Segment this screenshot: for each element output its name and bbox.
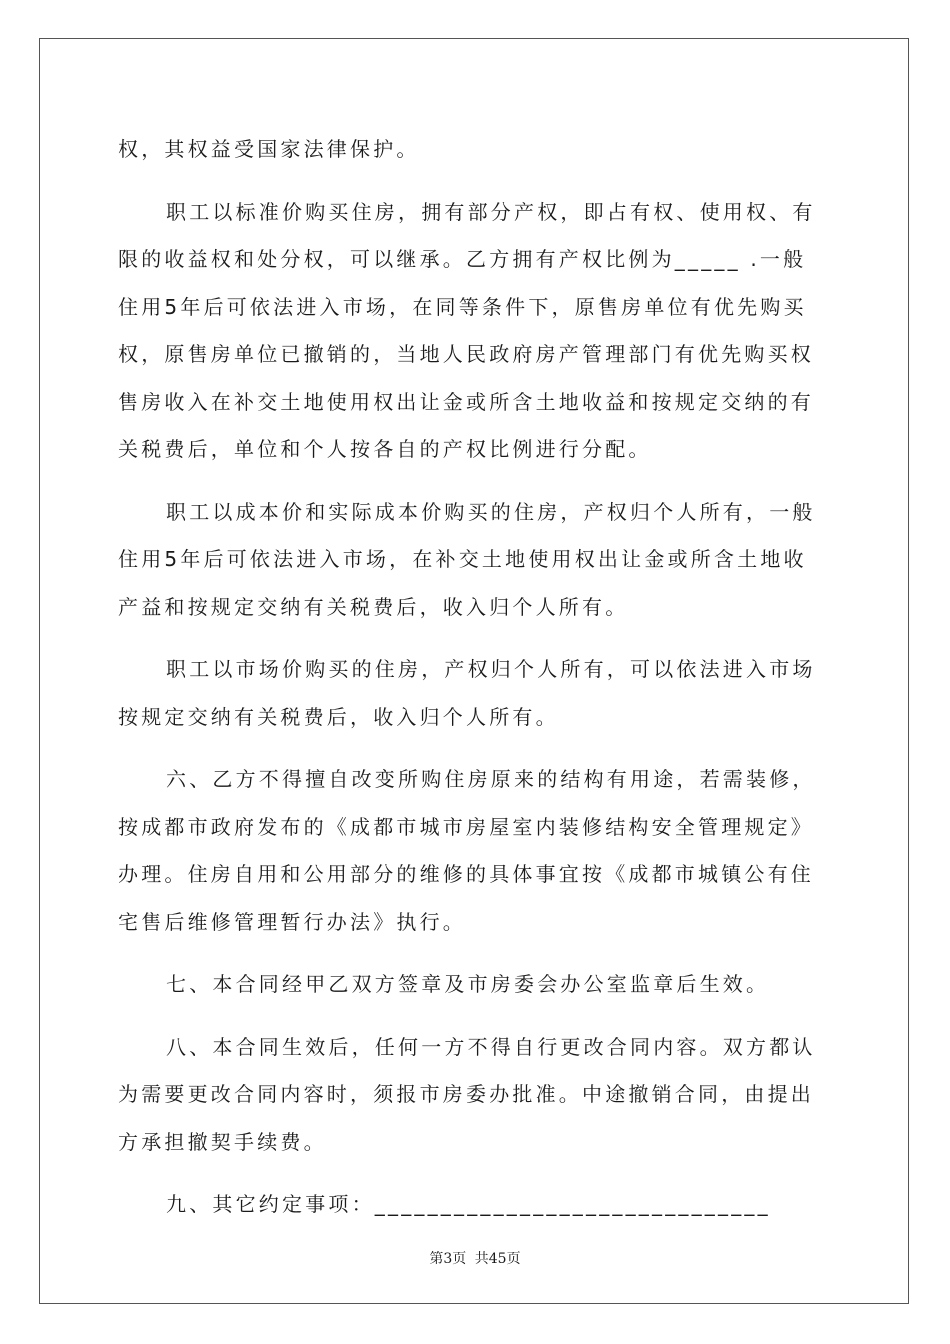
paragraph xyxy=(118,961,838,1009)
text-line: 产益和按规定交纳有关税费后，收入归个人所有。 xyxy=(118,594,629,619)
paragraph xyxy=(118,756,838,804)
paragraph-continuation xyxy=(118,536,838,631)
paragraph xyxy=(118,489,838,537)
paragraph-continuation xyxy=(118,804,838,947)
text-line: 限的收益权和处分权，可以继承。乙方拥有产权比例为_____ .一般 xyxy=(118,247,807,271)
text-line: 方承担撤契手续费。 xyxy=(118,1129,327,1154)
text-line: 六、乙方不得擅自改变所购住房原来的结构有用途，若需装修， xyxy=(166,767,816,791)
text-line: 七、本合同经甲乙双方签章及市房委会办公室监章后生效。 xyxy=(166,972,770,996)
paragraph xyxy=(118,126,838,174)
text-line: 为需要更改合同内容时，须报市房委办批准。中途撤销合同，由提出 xyxy=(118,1082,814,1106)
text-line: 办理。住房自用和公用部分的维修的具体事宜按《成都市城镇公有住 xyxy=(118,862,814,886)
paragraph-continuation xyxy=(118,236,838,474)
page-number: 第3页 xyxy=(429,1251,467,1267)
paragraph xyxy=(118,646,838,694)
text-line: 售房收入在补交土地使用权出让金或所含土地收益和按规定交纳的有 xyxy=(118,389,814,414)
paragraph xyxy=(118,1024,838,1072)
text-line: 住用5年后可依法进入市场，在补交土地使用权出让金或所含土地收 xyxy=(118,547,807,571)
text-line: 权，原售房单位已撤销的，当地人民政府房产管理部门有优先购买权 xyxy=(118,342,814,366)
document-body xyxy=(118,126,838,1229)
text-line: 职工以成本价和实际成本价购买的住房，产权归个人所有，一般 xyxy=(166,499,816,524)
text-line: 宅售后维修管理暂行办法》执行。 xyxy=(118,909,466,934)
paragraph-continuation xyxy=(118,694,838,742)
text-line: 按规定交纳有关税费后，收入归个人所有。 xyxy=(118,704,559,729)
text-line: 关税费后，单位和个人按各自的产权比例进行分配。 xyxy=(118,437,652,461)
paragraph xyxy=(118,1181,838,1229)
text-line: 九、其它约定事项：______________________________ xyxy=(166,1192,771,1216)
text-line: 职工以标准价购买住房，拥有部分产权，即占有权、使用权、有 xyxy=(166,199,816,224)
text-line: 职工以市场价购买的住房，产权归个人所有，可以依法进入市场 xyxy=(166,657,816,681)
paragraph-continuation xyxy=(118,1071,838,1166)
text-line: 住用5年后可依法进入市场，在同等条件下，原售房单位有优先购买 xyxy=(118,294,807,319)
text-line: 八、本合同生效后，任何一方不得自行更改合同内容。双方都认 xyxy=(166,1034,816,1059)
text-line: 权，其权益受国家法律保护。 xyxy=(118,137,420,161)
page-footer xyxy=(0,1248,950,1268)
paragraph xyxy=(118,189,838,237)
text-line: 按成都市政府发布的《成都市城市房屋室内装修结构安全管理规定》 xyxy=(118,814,814,839)
page-total: 共45页 xyxy=(474,1251,521,1267)
